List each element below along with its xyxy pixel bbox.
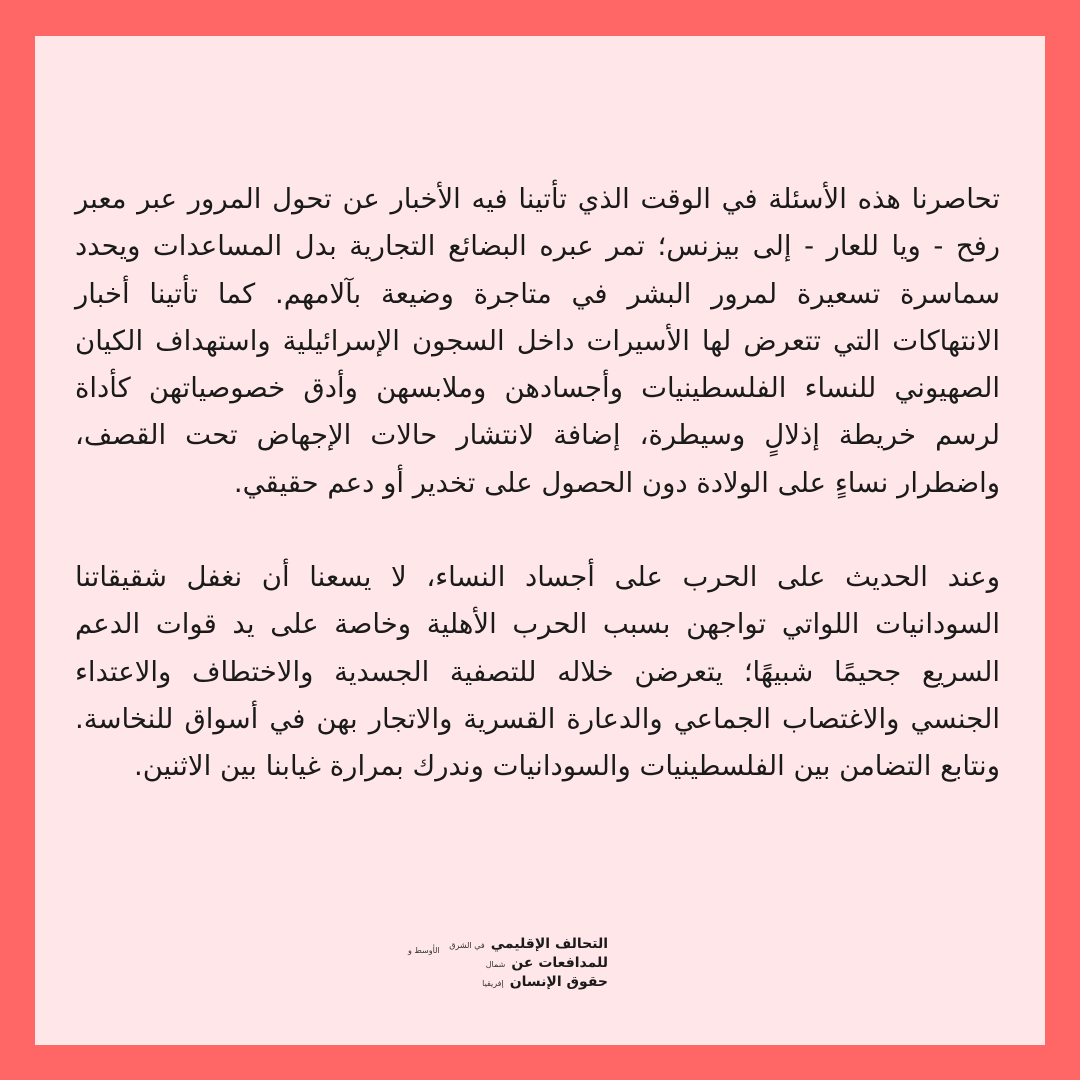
logo-region-line-1: في الشرق <box>449 941 485 950</box>
paragraph-2: وعند الحديث على الحرب على أجساد النساء، لا يسعنا أن نغفل شقيقاتنا السودانيات اللواتي تواجهن بسبب الحرب الأهلية وخاصة على يد قوات الدعم السريع جحيمًا شبيهًا؛ يتعرضن خلاله للتصفية الجسدية والاختطاف والاعتداء الجنسي والاغتصاب الجماعي والدعارة القسرية والاتجار بهن في أسواق للنخاسة. ونتابع التضامن بين الفلسطينيات والسودانيات وندرك بمرارة غيابنا بين الاثنين. <box>75 561 1000 783</box>
logo-line-3 <box>408 954 608 973</box>
organization-logo <box>408 935 608 995</box>
article-body <box>75 176 1000 791</box>
logo-region-line-3: شمال <box>485 960 506 969</box>
paragraph-1: تحاصرنا هذه الأسئلة في الوقت الذي تأتينا فيه الأخبار عن تحول المرور عبر معبر رفح - ويا للعار - إلى بيزنس؛ تمر عبره البضائع التجارية بدل المساعدات ويحدد سماسرة تسعيرة لمرور البشر في متاجرة وضيعة بآلامهم. كما تأتينا أخبار الانتهاكات التي تتعرض لها الأسيرات داخل السجون الإسرائيلية واستهداف الكيان الصهيوني للنساء الفلسطينيات وأجسادهن وملابسهن وأدق خصوصياتهن كأداة لرسم خريطة إذلالٍ وسيطرة، إضافة لانتشار حالات الإجهاض تحت القصف، واضطرار نساءٍ على الولادة دون الحصول على تخدير أو دعم حقيقي. <box>75 183 1000 499</box>
logo-region-line-4: إفريقيا <box>482 979 504 988</box>
logo-line-4 <box>408 973 608 992</box>
logo-title-line-1: التحالف الإقليمي <box>490 936 608 952</box>
logo-title-line-3: حقوق الإنسان <box>509 974 608 990</box>
content-card <box>35 36 1045 1045</box>
logo-region-line-2: الأوسط و <box>408 946 440 955</box>
logo-title-line-2: للمدافعات عن <box>511 955 608 971</box>
